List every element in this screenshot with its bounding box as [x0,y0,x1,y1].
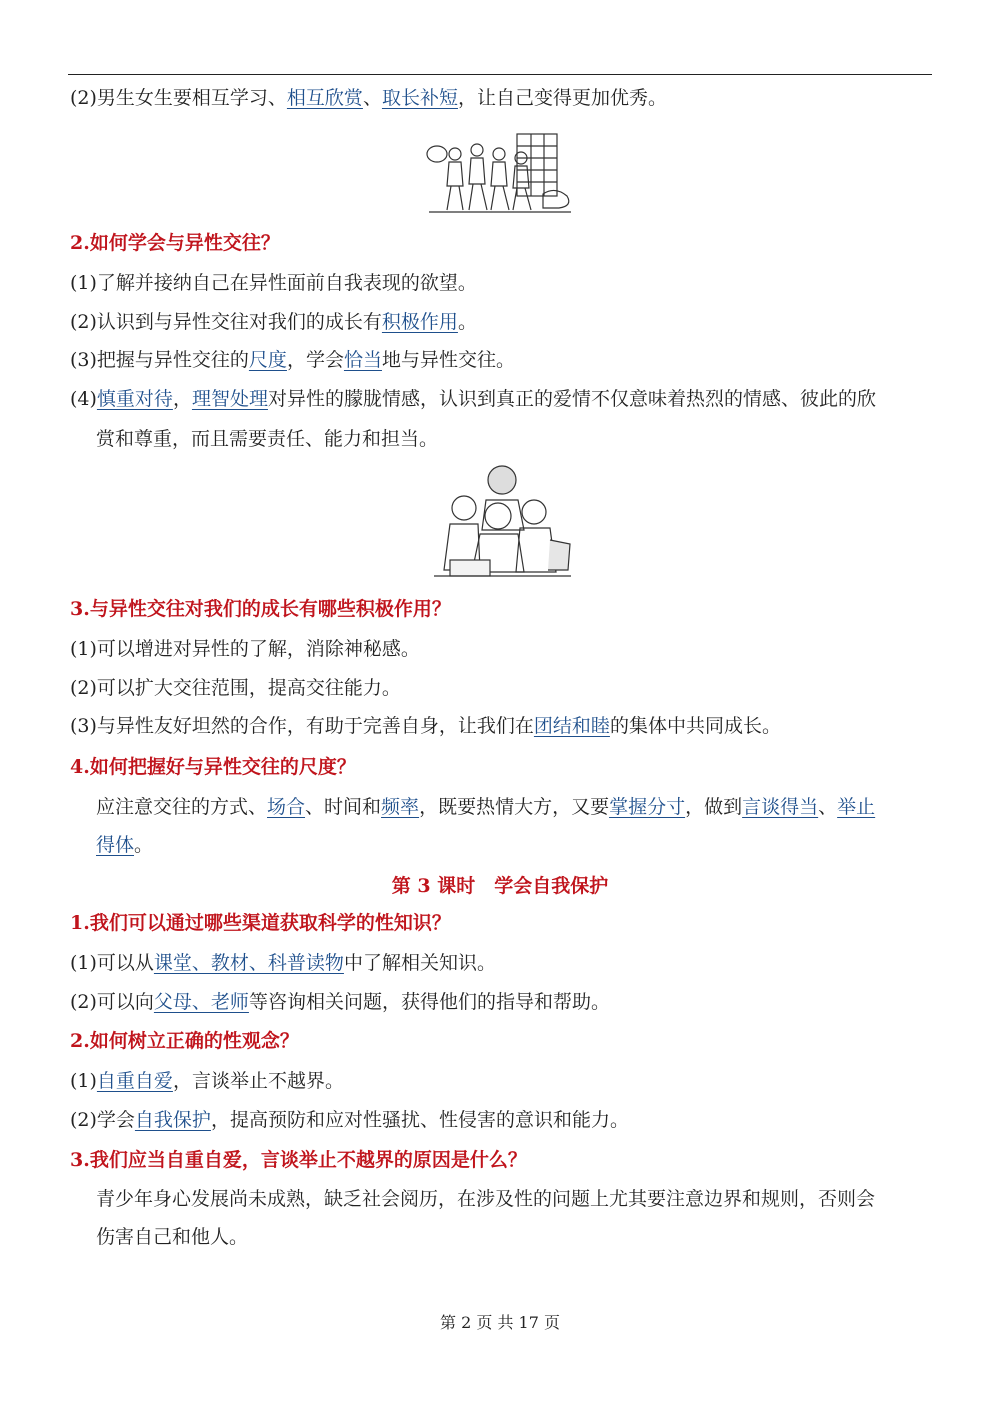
keyword: 举止 [837,796,876,818]
point-text: (4)慎重对待，理智处理对异性的朦胧情感，认识到真正的爱情不仅意味着热烈的情感、彼此的欣 [70,388,876,410]
keyword: 取长补短 [381,87,458,109]
keyword: 言谈得当 [742,796,819,818]
page-number: 第 2 页 共 17 页 [440,1313,560,1332]
point-text: 青少年身心发展尚未成熟，缺乏社会阅历，在涉及性的问题上尤其要注意边界和规则，否则会 [96,1188,876,1210]
section-title: 第 3 课时 学会自我保护 [391,875,609,897]
question-heading: 3.我们应当自重自爱，言谈举止不越界的原因是什么？ [70,1149,527,1171]
question-heading: 1.我们可以通过哪些渠道获取科学的性知识？ [70,912,451,934]
point-text: (3)把握与异性交往的尺度，学会恰当地与异性交往。 [70,349,515,371]
students-walking-illustration [425,124,575,218]
point-text: (2)男生女生要相互学习、相互欣赏、取长补短，让自己变得更加优秀。 [70,87,667,109]
point-text: (3)与异性友好坦然的合作，有助于完善自身，让我们在团结和睦的集体中共同成长。 [70,715,781,737]
keyword: 课堂、教材、科普读物 [153,952,344,974]
keyword: 慎重对待 [96,388,173,410]
keyword: 自重自爱 [96,1070,173,1092]
point-text: (2)可以向父母、老师等咨询相关问题，获得他们的指导和帮助。 [70,991,610,1013]
keyword: 自我保护 [134,1109,211,1131]
keyword: 频率 [381,796,420,818]
keyword: 相互欣赏 [286,87,363,109]
question-heading: 2.如何树立正确的性观念？ [70,1030,299,1052]
point-text: (1)可以增进对异性的了解，消除神秘感。 [70,638,420,660]
keyword: 尺度 [248,349,287,371]
point-text: (2)认识到与异性交往对我们的成长有积极作用。 [70,311,477,333]
point-text: 应注意交往的方式、场合、时间和频率，既要热情大方，又要掌握分寸，做到言谈得当、举止 [96,796,876,818]
question-heading: 3.与异性交往对我们的成长有哪些积极作用？ [70,598,451,620]
point-text: (1)可以从课堂、教材、科普读物中了解相关知识。 [70,952,496,974]
group-discussion-illustration [430,460,575,582]
question-heading: 2.如何学会与异性交往？ [70,232,280,254]
keyword: 掌握分寸 [609,796,686,818]
keyword: 场合 [267,796,306,818]
keyword: 父母、老师 [153,991,249,1013]
keyword: 积极作用 [381,311,458,333]
point-text: (1)了解并接纳自己在异性面前自我表现的欲望。 [70,272,477,294]
point-text: (2)学会自我保护，提高预防和应对性骚扰、性侵害的意识和能力。 [70,1109,629,1131]
point-text: (2)可以扩大交往范围，提高交往能力。 [70,677,401,699]
point-text: 赏和尊重，而且需要责任、能力和担当。 [96,428,439,450]
point-text: 得体。 [96,834,154,856]
point-text: (1)自重自爱，言谈举止不越界。 [70,1070,344,1092]
point-text: 伤害自己和他人。 [96,1226,249,1248]
question-heading: 4.如何把握好与异性交往的尺度？ [70,756,356,778]
keyword: 理智处理 [191,388,268,410]
keyword: 得体 [96,834,135,856]
keyword: 恰当 [343,349,382,371]
header-rule [68,74,932,75]
keyword: 团结和睦 [533,715,610,737]
